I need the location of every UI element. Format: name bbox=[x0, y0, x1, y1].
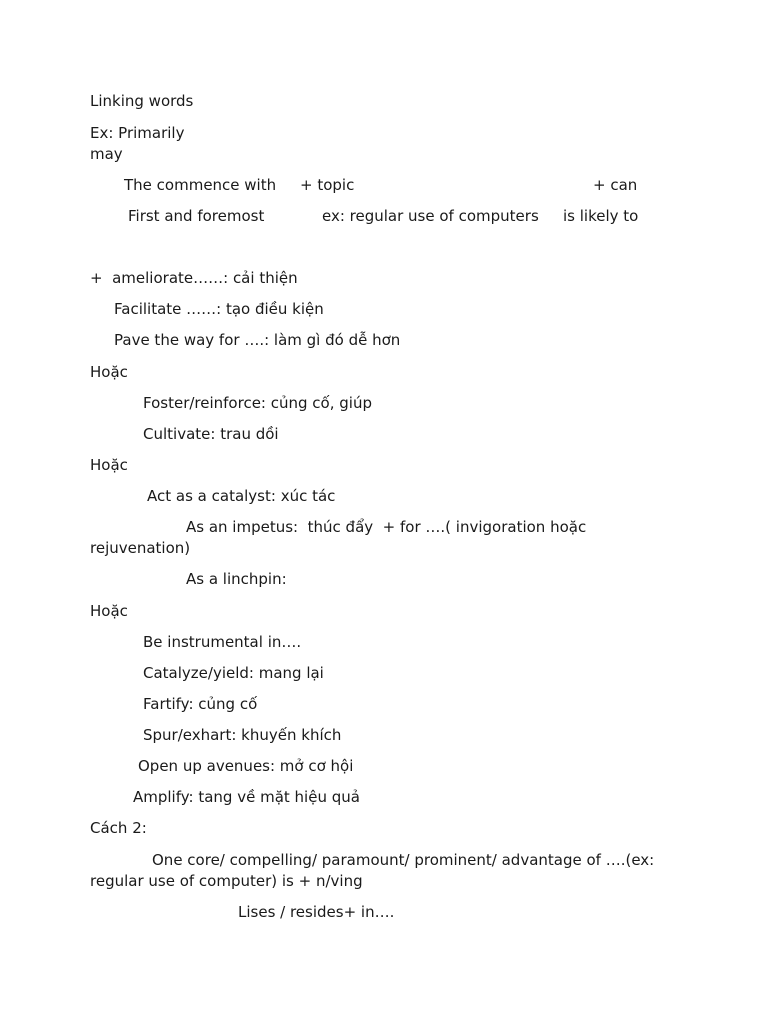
or-separator: Hoặc bbox=[90, 363, 128, 381]
row1-phrase: The commence with bbox=[124, 176, 277, 194]
vocab-item: Spur/exhart: khuyến khích bbox=[143, 726, 342, 744]
vocab-item: Fartify: củng cố bbox=[143, 695, 258, 713]
vocab-item: As a linchpin: bbox=[186, 570, 287, 588]
vocab-item: Catalyze/yield: mang lại bbox=[143, 664, 324, 682]
vocab-item: Foster/reinforce: củng cố, giúp bbox=[143, 394, 372, 412]
vocab-item: Facilitate ……: tạo điều kiện bbox=[114, 300, 324, 318]
section-heading: Cách 2: bbox=[90, 819, 147, 837]
or-separator: Hoặc bbox=[90, 602, 128, 620]
vocab-item: Open up avenues: mở cơ hội bbox=[138, 757, 354, 775]
vocab-item: Amplify: tang về mặt hiệu quả bbox=[133, 788, 360, 806]
vocab-item: Act as a catalyst: xúc tác bbox=[147, 487, 336, 505]
vocab-item: Pave the way for ….: làm gì đó dễ hơn bbox=[114, 331, 401, 349]
row1-modal: + can bbox=[593, 176, 638, 194]
vocab-item: As an impetus: thúc đẩy + for ….( invigoration hoặc bbox=[186, 518, 587, 536]
vocab-item: + ameliorate……: cải thiện bbox=[90, 269, 298, 287]
vocab-item-continued: rejuvenation) bbox=[90, 539, 191, 557]
sentence-pattern: One core/ compelling/ paramount/ prominent/ advantage of ….(ex: bbox=[152, 851, 655, 869]
document-title: Linking words bbox=[90, 92, 194, 110]
vocab-item: Be instrumental in…. bbox=[143, 633, 302, 651]
row1-topic: + topic bbox=[300, 176, 355, 194]
row2-modal: is likely to bbox=[563, 207, 639, 225]
row2-example: ex: regular use of computers bbox=[322, 207, 539, 225]
may-line: may bbox=[90, 145, 123, 163]
example-line: Ex: Primarily bbox=[90, 124, 185, 142]
vocab-item: Cultivate: trau dồi bbox=[143, 425, 279, 443]
row2-phrase: First and foremost bbox=[128, 207, 265, 225]
sentence-pattern-continued: regular use of computer) is + n/ving bbox=[90, 872, 363, 890]
or-separator: Hoặc bbox=[90, 456, 128, 474]
sentence-pattern: Lises / resides+ in…. bbox=[238, 903, 395, 921]
